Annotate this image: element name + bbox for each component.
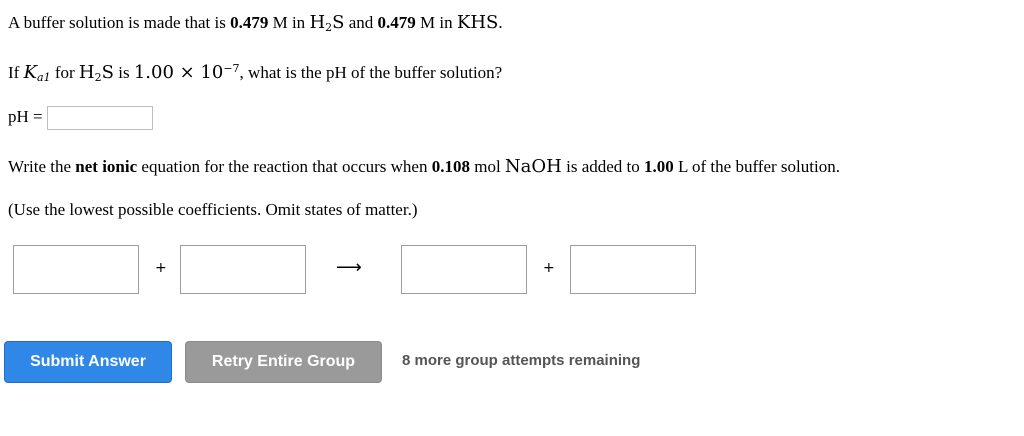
ka-question bbox=[8, 62, 502, 83]
buffer-description bbox=[8, 12, 503, 33]
ph-label: pH = bbox=[8, 106, 43, 126]
net-ionic-emphasis: net ionic bbox=[75, 157, 138, 176]
retry-group-button[interactable]: Retry Entire Group bbox=[185, 341, 382, 383]
khs-formula: KHS bbox=[456, 12, 499, 33]
text: is added to bbox=[561, 157, 645, 176]
reaction-arrow-icon: ⟶ bbox=[336, 257, 362, 278]
text: for bbox=[50, 63, 79, 82]
text: . bbox=[498, 13, 503, 32]
ph-row bbox=[8, 106, 153, 130]
text: Write the bbox=[8, 157, 76, 176]
ph-input[interactable] bbox=[47, 106, 153, 130]
ka-value: $1.00 \times 10^{-7}$ bbox=[133, 62, 240, 83]
attempts-remaining: 8 more group attempts remaining bbox=[402, 352, 641, 369]
text: is bbox=[113, 63, 134, 82]
text: , what is the pH of the buffer solution? bbox=[239, 63, 503, 82]
reaction-question bbox=[8, 156, 840, 177]
product-1-input[interactable] bbox=[401, 245, 527, 294]
reactant-1-input[interactable] bbox=[13, 245, 139, 294]
text: mol bbox=[469, 157, 505, 176]
submit-answer-button[interactable]: Submit Answer bbox=[4, 341, 172, 383]
text: M in bbox=[268, 13, 310, 32]
text: L of the buffer solution. bbox=[673, 157, 840, 176]
concentration-h2s: 0.479 bbox=[230, 13, 269, 32]
volume-buffer: 1.00 bbox=[644, 157, 674, 176]
product-2-input[interactable] bbox=[570, 245, 696, 294]
instructions: (Use the lowest possible coefficients. Omit states of matter.) bbox=[8, 200, 418, 219]
concentration-khs: 0.479 bbox=[377, 13, 416, 32]
ka-symbol: $K_{a1}$ bbox=[23, 62, 51, 84]
h2s-formula: $H_2S$ bbox=[78, 62, 114, 84]
text: M in bbox=[415, 13, 457, 32]
text: and bbox=[344, 13, 378, 32]
moles-naoh: 0.108 bbox=[431, 157, 470, 176]
reactant-2-input[interactable] bbox=[180, 245, 306, 294]
naoh-formula: NaOH bbox=[504, 156, 562, 177]
text: A buffer solution is made that is bbox=[8, 13, 231, 32]
text: If bbox=[8, 63, 24, 82]
text: equation for the reaction that occurs when bbox=[137, 157, 432, 176]
plus-sign: + bbox=[543, 260, 555, 276]
plus-sign: + bbox=[155, 260, 167, 276]
h2s-formula: $H_2S$ bbox=[309, 12, 345, 34]
